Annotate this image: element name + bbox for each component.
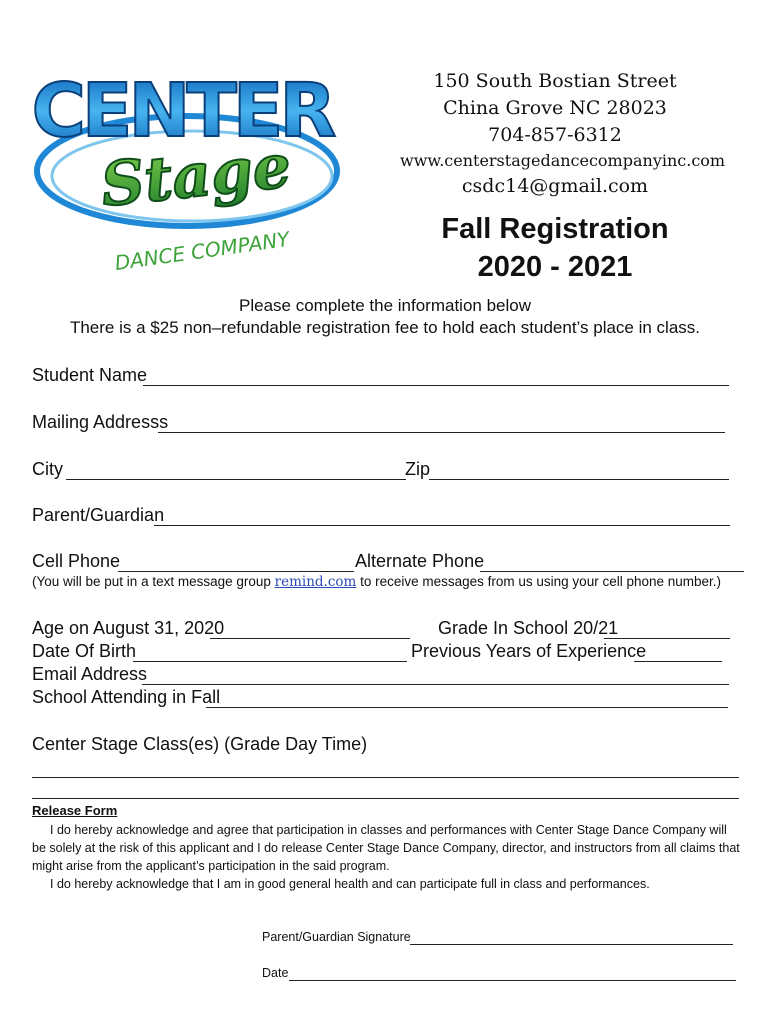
classes-field-line-1[interactable] xyxy=(32,777,739,778)
school-field[interactable] xyxy=(206,707,728,708)
cell-phone-label: Cell Phone xyxy=(32,551,121,571)
contact-website: www.centerstagedancecompanyinc.com xyxy=(400,151,726,170)
parent-guardian-label: Parent/Guardian xyxy=(32,505,165,525)
release-paragraph-1 xyxy=(32,821,744,875)
email-label: Email Address xyxy=(32,664,148,684)
release-paragraph-1-text: I do hereby acknowledge and agree that participation in classes and performances with Center Stage Dance Company will be solely at the risk of this applicant and I do release Center Stage Dance Company, director, and instructors from all claims that might arise from the applicant’s participation in the said program. xyxy=(32,823,740,873)
intro-line-2: There is a $25 non–refundable registration fee to hold each student’s place in class. xyxy=(69,318,701,337)
release-paragraph-2-text: I do hereby acknowledge that I am in good general health and can participate full in class and performances. xyxy=(50,877,650,891)
experience-field[interactable] xyxy=(634,661,722,662)
signature-field[interactable] xyxy=(410,944,733,945)
cell-phone-field[interactable] xyxy=(118,571,354,572)
logo-word-stage: Stage xyxy=(97,131,295,221)
mailing-address-label: Mailing Addresss xyxy=(32,412,169,432)
intro-line-1: Please complete the information below xyxy=(239,296,531,315)
contact-city: China Grove NC 28023 xyxy=(443,97,667,119)
classes-field-line-2[interactable] xyxy=(32,798,739,799)
remind-link[interactable]: remind.com xyxy=(274,574,357,590)
date-field[interactable] xyxy=(289,980,736,981)
alternate-phone-label: Alternate Phone xyxy=(355,551,485,571)
signature-label: Parent/Guardian Signature xyxy=(262,930,411,944)
release-heading: Release Form xyxy=(32,803,118,818)
contact-phone: 704-857-6312 xyxy=(488,124,622,146)
city-field[interactable] xyxy=(66,479,406,480)
email-field[interactable] xyxy=(142,684,729,685)
age-label: Age on August 31, 2020 xyxy=(32,618,225,638)
school-label: School Attending in Fall xyxy=(32,687,221,707)
student-name-label: Student Name xyxy=(32,365,148,385)
logo-word-dance-company: DANCE COMPANY xyxy=(113,226,291,276)
age-field[interactable] xyxy=(210,638,410,639)
zip-label: Zip xyxy=(405,459,431,479)
alternate-phone-field[interactable] xyxy=(480,571,744,572)
grade-field[interactable] xyxy=(604,638,730,639)
mailing-address-field[interactable] xyxy=(158,432,725,433)
release-paragraph-2 xyxy=(32,875,744,893)
classes-label: Center Stage Class(es) (Grade Day Time) xyxy=(32,734,368,754)
parent-guardian-field[interactable] xyxy=(154,525,730,526)
logo-word-center: CENTER xyxy=(31,68,333,154)
remind-note-before: (You will be put in a text message group xyxy=(32,574,275,589)
date-label: Date xyxy=(262,966,289,980)
experience-label: Previous Years of Experience xyxy=(411,641,647,661)
form-year: 2020 - 2021 xyxy=(477,251,633,283)
remind-note-after: to receive messages from us using your cell phone number.) xyxy=(356,574,722,589)
contact-street: 150 South Bostian Street xyxy=(433,70,677,92)
dob-label: Date Of Birth xyxy=(32,641,137,661)
remind-note xyxy=(32,574,721,590)
student-name-field[interactable] xyxy=(143,385,729,386)
form-title: Fall Registration xyxy=(441,213,669,245)
zip-field[interactable] xyxy=(429,479,729,480)
dob-field[interactable] xyxy=(133,661,407,662)
center-stage-logo xyxy=(22,36,342,276)
city-label: City xyxy=(32,459,63,479)
contact-email: csdc14@gmail.com xyxy=(461,175,649,197)
grade-label: Grade In School 20/21 xyxy=(438,618,619,638)
